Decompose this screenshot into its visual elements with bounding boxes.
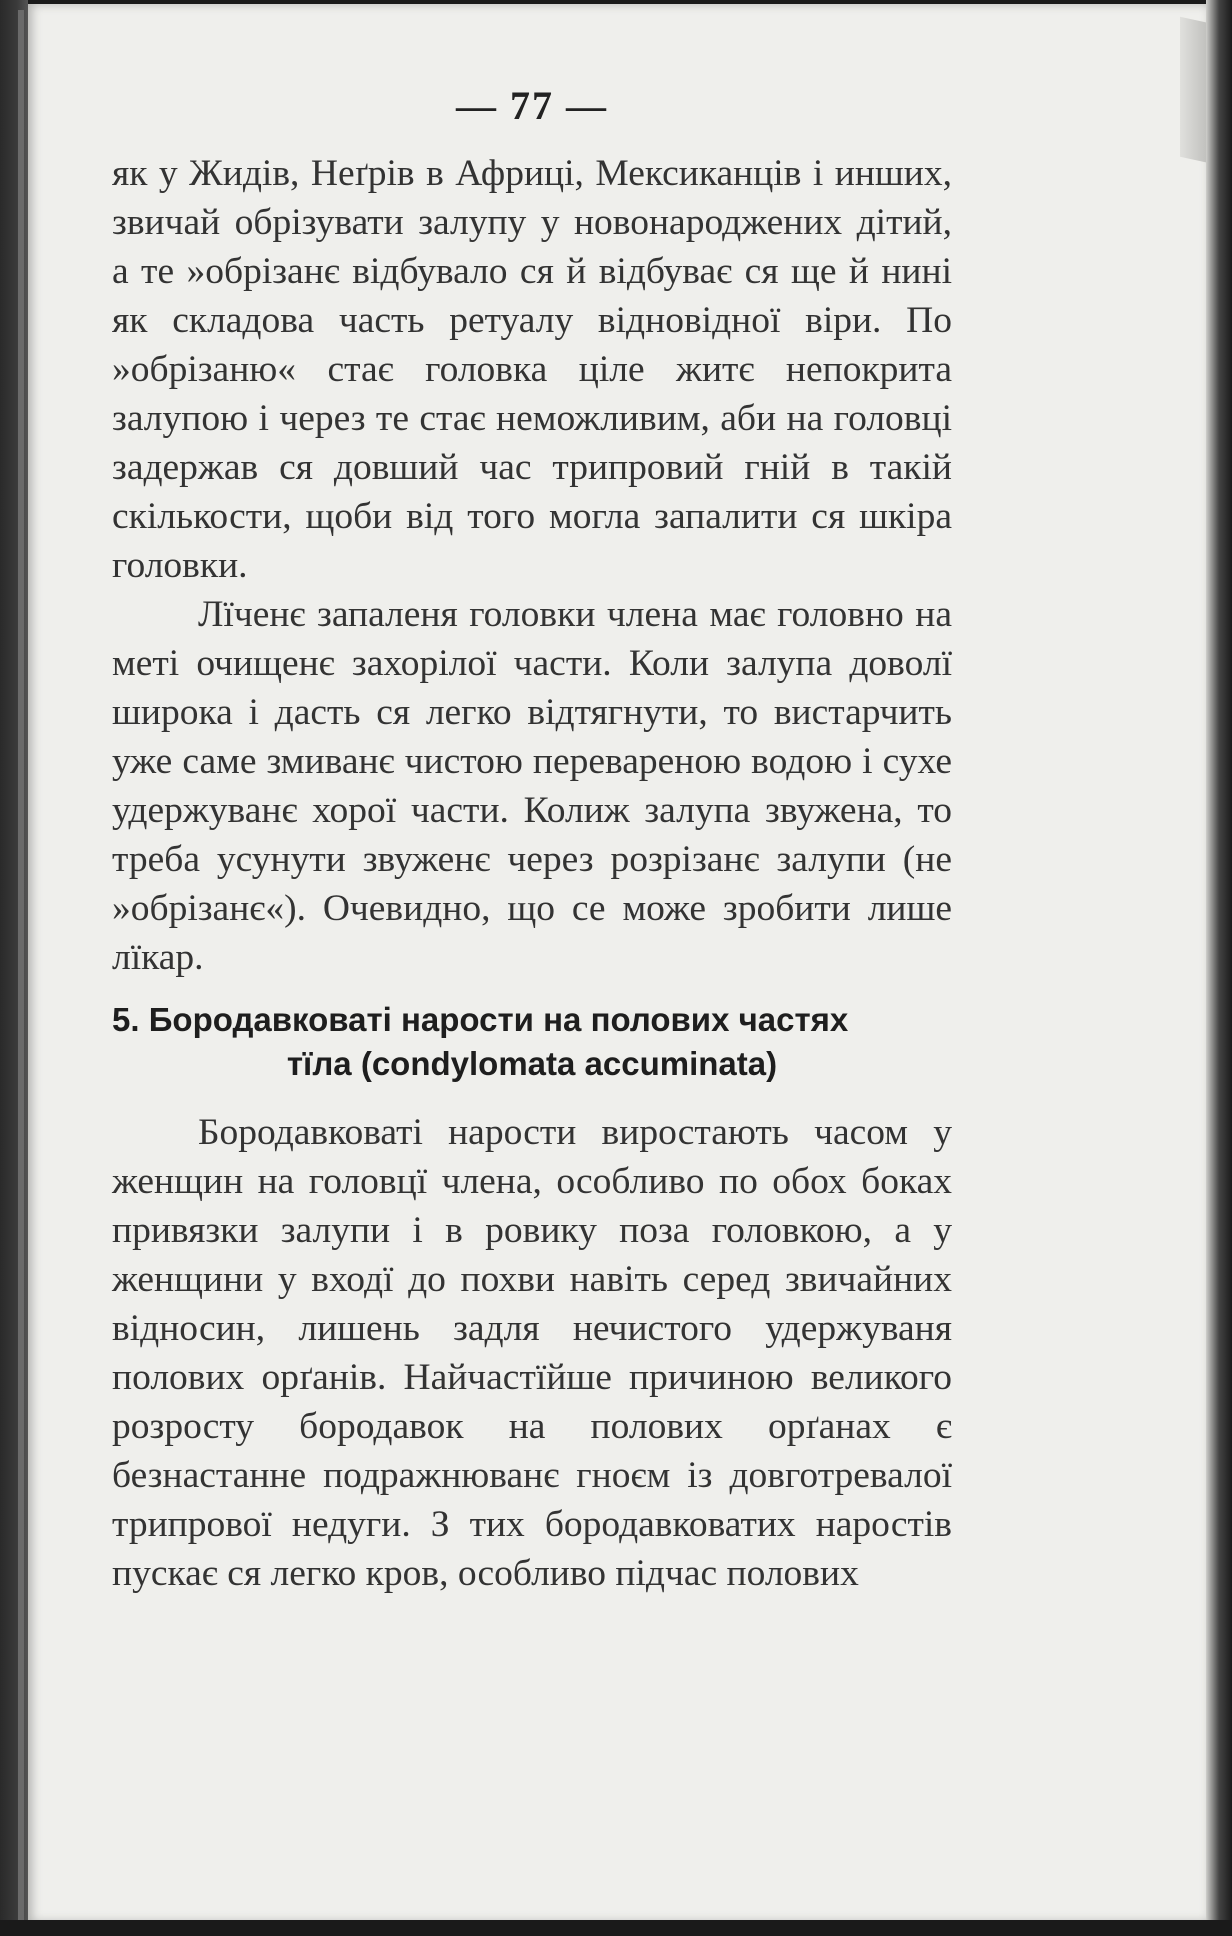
paragraph-continuation: як у Жидів, Неґрів в Африці, Мексиканців і инших, звичай обрізувати залупу у новонароджених дітий, а те »обрізанє відбувало ся й відбуває ся ще й нині як складова часть ретуалу відновідної віри. По »обрізаню« стає головка ціле житє непокрита залупою і через те стає неможливим, аби на головці задержав ся довший час трипровий гній в такій скількости, щоби від того могла запалити ся шкіра головки. xyxy=(112,153,952,586)
page-right-edge xyxy=(1206,0,1232,1936)
section-heading-word: тїла xyxy=(286,1045,352,1082)
section-heading-line1: 5. Бородавковаті нарости на полових частях xyxy=(112,1001,849,1038)
paragraph-treatment: Лїченє запаленя головки члена має головно на меті очищенє захорілої части. Коли залупа доволї широка і дасть ся легко відтягнути, то вистарчить уже саме змиванє чистою переварeною водою і сухе удержуванє хорої части. Колиж залупа звужена, то треба усунути звуженє через розрізанє залупи (не »обрізанє«). Очевидно, що се може зробити лише лїкар. xyxy=(112,594,952,978)
scan-bottom-border xyxy=(0,1920,1232,1936)
section-heading-latin: (condylomata accuminata) xyxy=(360,1045,778,1082)
spine-shadow-line xyxy=(18,10,24,1920)
page-number: — 77 — xyxy=(456,83,608,128)
paragraph-condylomata: Бородавковаті нарости виростають часом у женщин на головцї члена, особливо по обох боках привязки залупи і в ровику поза головкою, а у женщини у входї до похви навіть серед звичайних відносин, лишень задля нечистого удержуваня полових орґанів. Найчастїйше причиною великого розросту бородавок на полових орґанах є безнастанне подражнюванє гноєм із довготревалої трипрової недуги. З тих бородавковатих наростів пускає ся легко кров, особливо підчас полових xyxy=(112,1112,952,1594)
section-heading xyxy=(112,998,952,1086)
section-heading-line2 xyxy=(112,1042,952,1086)
page-content xyxy=(112,82,952,1598)
